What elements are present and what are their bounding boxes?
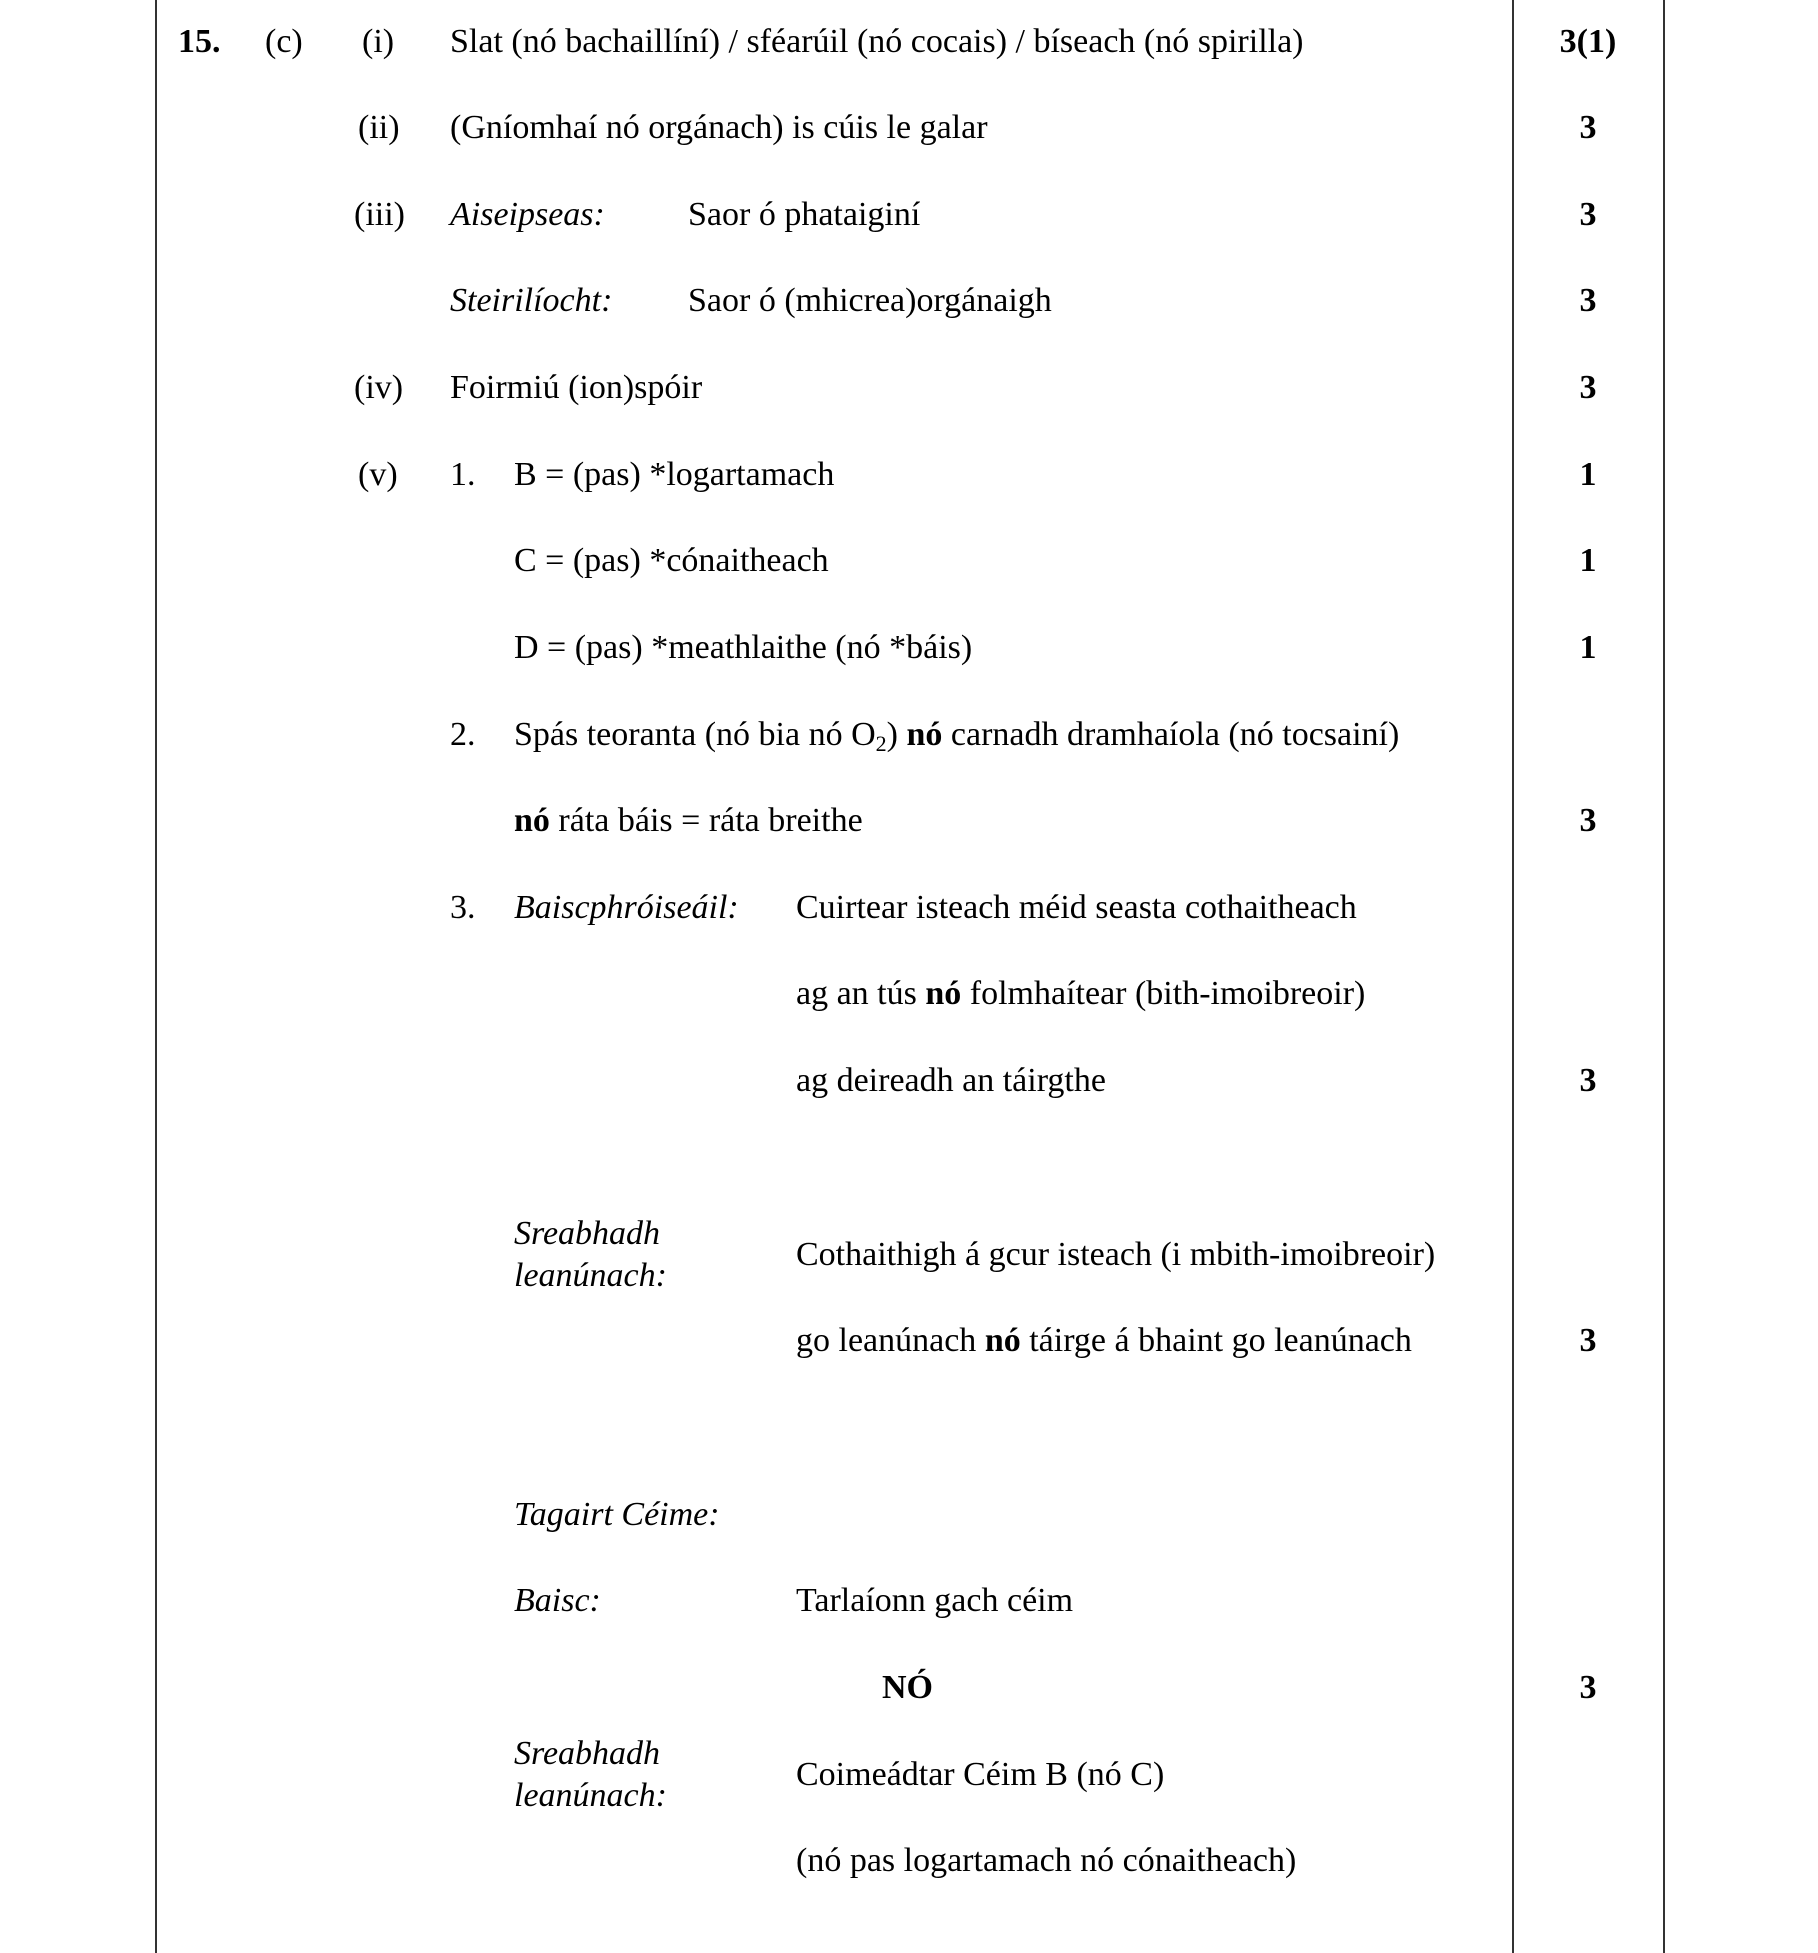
or-separator: NÓ [882, 1669, 933, 1706]
answer-text: C = (pas) *cónaitheach [514, 542, 829, 579]
bold-or: nó [906, 716, 943, 753]
mark-value: 3 [1579, 1669, 1597, 1706]
mark-value: 3 [1579, 196, 1597, 233]
answer-text: Foirmiú (ion)spóir [450, 369, 703, 406]
answer-text-part: Spás teoranta (nó bia nó O [514, 716, 876, 753]
term-sreabhadh-line2: leanúnach: [514, 1257, 667, 1294]
subpart-label-v: (v) [358, 456, 398, 493]
answer-text: B = (pas) *logartamach [514, 456, 835, 493]
subpart-label-iv: (iv) [354, 369, 404, 406]
mark-value: 3 [1579, 802, 1597, 839]
answer-text: Tarlaíonn gach céim [796, 1582, 1074, 1619]
term-sreabhadh-line1: Sreabhadh [514, 1215, 661, 1252]
answer-text-part: ráta báis = ráta breithe [549, 802, 863, 839]
term-steiriliocht: Steirilíocht: [450, 282, 613, 319]
answer-text: (Gníomhaí nó orgánach) is cúis le galar [450, 109, 988, 146]
subpart-label-iii: (iii) [354, 196, 405, 233]
answer-text [514, 715, 1399, 755]
question-part: (c) [265, 23, 303, 60]
mark-value: 3(1) [1559, 23, 1617, 60]
answer-text: (nó pas logartamach nó cónaitheach) [796, 1842, 1297, 1879]
answer-text: Saor ó (mhicrea)orgánaigh [688, 282, 1052, 319]
answer-text: Cuirtear isteach méid seasta cothaitheach [796, 889, 1357, 926]
answer-text-part: carnadh dramhaíola (nó tocsainí) [942, 716, 1400, 753]
table-mark-column-border [1512, 0, 1514, 1953]
term-aiseipseas: Aiseipseas: [450, 196, 605, 233]
answer-text: Coimeádtar Céim B (nó C) [796, 1756, 1165, 1793]
answer-text: ag deireadh an táirgthe [796, 1062, 1106, 1099]
mark-value: 3 [1579, 369, 1597, 406]
term-sreabhadh-line2: leanúnach: [514, 1777, 667, 1814]
item-number: 2. [450, 716, 476, 753]
subpart-label-i: (i) [362, 23, 395, 60]
item-number: 1. [450, 456, 476, 493]
answer-text-part: ) [886, 716, 907, 753]
answer-text-part: folmhaítear (bith-imoibreoir) [961, 975, 1366, 1012]
answer-text [796, 1321, 1412, 1361]
bold-or: nó [984, 1322, 1021, 1359]
answer-text [514, 801, 863, 841]
answer-text: D = (pas) *meathlaithe (nó *báis) [514, 629, 973, 666]
subpart-label-ii: (ii) [358, 109, 400, 146]
mark-value: 1 [1579, 456, 1597, 493]
answer-text: Saor ó phataiginí [688, 196, 921, 233]
subscript: 2 [875, 731, 887, 756]
term-tagairt-ceime: Tagairt Céime: [514, 1496, 720, 1533]
term-baiscphroiseail: Baiscphróiseáil: [514, 889, 739, 926]
answer-text [796, 974, 1365, 1014]
answer-text: Slat (nó bachaillíní) / sféarúil (nó cocais) / bíseach (nó spirilla) [450, 23, 1304, 60]
bold-or: nó [514, 802, 550, 839]
mark-value: 3 [1579, 282, 1597, 319]
answer-text: Cothaithigh á gcur isteach (i mbith-imoibreoir) [796, 1236, 1436, 1273]
mark-value: 3 [1579, 1062, 1597, 1099]
mark-value: 3 [1579, 1322, 1597, 1359]
term-sreabhadh-line1: Sreabhadh [514, 1735, 661, 1772]
term-baisc: Baisc: [514, 1582, 601, 1619]
answer-text-part: táirge á bhaint go leanúnach [1020, 1322, 1412, 1359]
answer-text-part: ag an tús [796, 975, 926, 1012]
question-number: 15. [178, 23, 221, 60]
mark-value: 1 [1579, 542, 1597, 579]
mark-value: 1 [1579, 629, 1597, 666]
item-number: 3. [450, 889, 476, 926]
answer-text-part: go leanúnach [796, 1322, 985, 1359]
table-right-border [1663, 0, 1665, 1953]
mark-value: 3 [1579, 109, 1597, 146]
table-left-border [155, 0, 157, 1953]
bold-or: nó [925, 975, 962, 1012]
